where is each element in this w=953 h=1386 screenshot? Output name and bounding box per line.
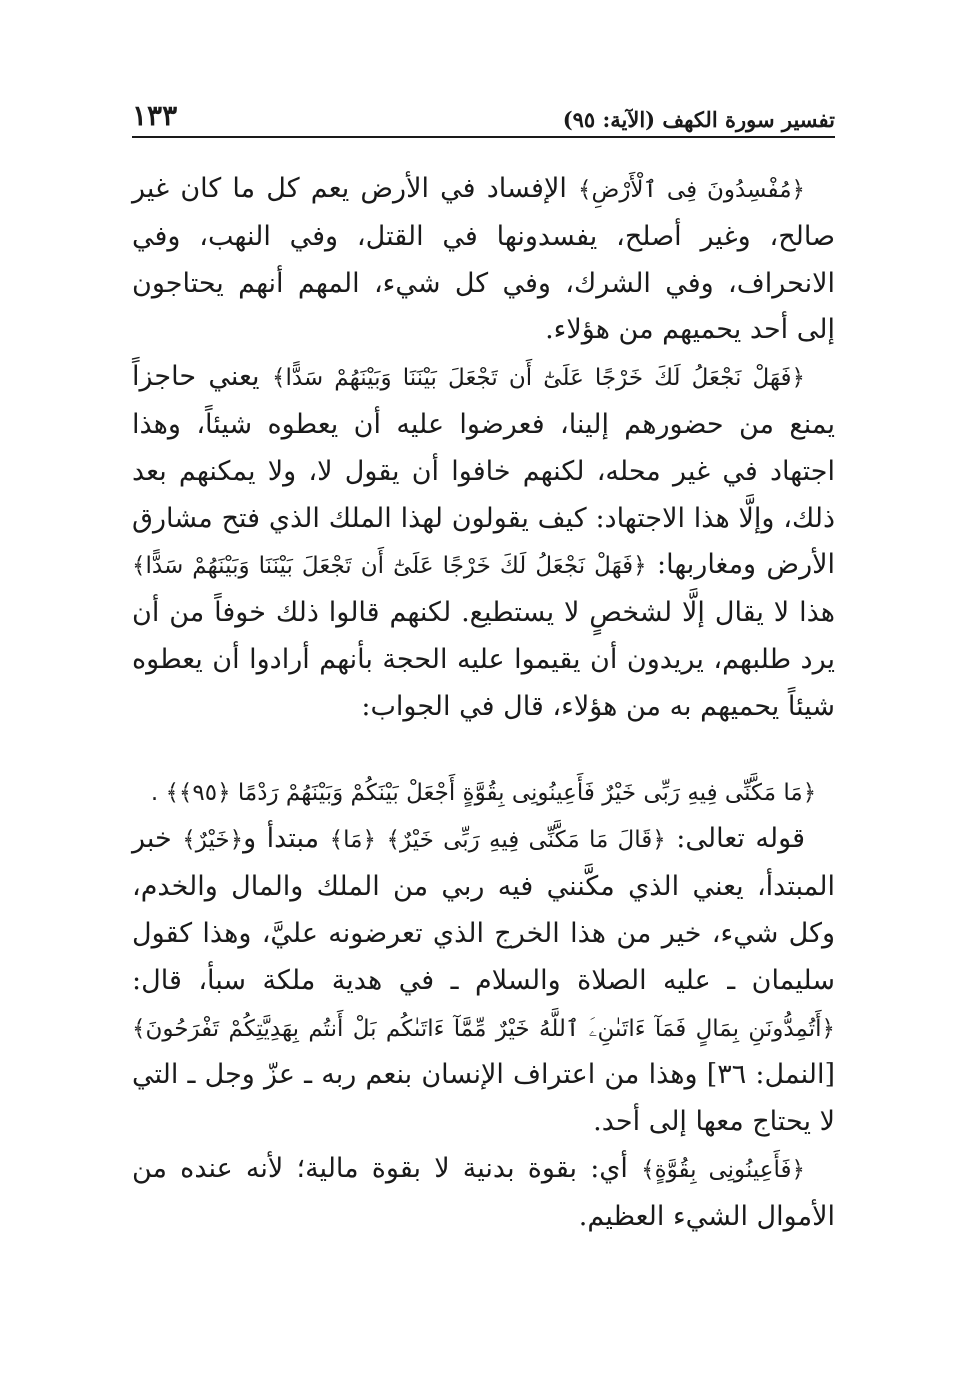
paragraph-text bbox=[376, 823, 387, 854]
page-number: ١٣٣ bbox=[132, 99, 178, 132]
paragraph-text: أي: بقوة بدنية لا بقوة مالية؛ لأنه عنده من الأموال الشيء العظيم. bbox=[132, 1152, 835, 1232]
quran-quote: ﴿قَالَ مَا مَكَّنِّى فِيهِ رَبِّى خَيْرٌ﴾ bbox=[386, 827, 666, 854]
paragraph-text: [النمل: ٣٦] وهذا من اعتراف الإنسان بنعم ربه ـ عزّ وجل ـ التي لا يحتاج معها إلى أحد. bbox=[132, 1059, 835, 1138]
quran-quote: ﴿فَأَعِينُونِى بِقُوَّةٍ﴾ bbox=[641, 1156, 805, 1183]
quran-quote: ﴿فَهَلْ نَجْعَلُ لَكَ خَرْجًا عَلَىٰٓ أَن تَجْعَلَ بَيْنَنَا وَبَيْنَهُمْ سَدًّا﴾ bbox=[132, 553, 647, 580]
paragraph-4 bbox=[132, 1146, 835, 1241]
paragraph-text: هذا لا يقال إلَّا لشخصٍ لا يستطيع. لكنهم قالوا ذلك خوفاً من أن يرد طلبهم، يريدون أن يقيموا عليه الحجة بأنهم أرادوا أن يعطوه شيئاً يحميهم به من هؤلاء، قال في الجواب: bbox=[132, 597, 835, 722]
quran-quote: ﴿مَا﴾ bbox=[329, 827, 376, 854]
running-title: تفسير سورة الكهف (الآية: ٩٥) bbox=[562, 107, 835, 132]
quran-quote: ﴿فَهَلْ نَجْعَلُ لَكَ خَرْجًا عَلَىٰٓ أَن تَجْعَلَ بَيْنَنَا وَبَيْنَهُمْ سَدًّا﴾ bbox=[271, 365, 805, 392]
paragraph-3 bbox=[132, 816, 835, 1146]
quran-quote: ﴿مُفْسِدُونَ فِى ٱلْأَرْضِ﴾ bbox=[578, 177, 805, 203]
paragraph-text: خبر المبتدأ، يعني الذي مكَّنني فيه ربي من الملك والمال والخدم، وكل شيء، خير من هذا الخرج الذي تعرضونه عليَّ، وهذا كقول سليمان ـ عليه الصلاة والسلام ـ في هدية ملكة سبأ، قال: bbox=[132, 823, 835, 996]
quran-quote: ﴿أَتُمِدُّونَنِ بِمَالٍ فَمَآ ءَاتَىٰنِۦَ ٱللَّهُ خَيْرٌ مِّمَّآ ءَاتَىٰكُم بَلْ أَنتُم بِهَدِيَّتِكُمْ تَفْرَحُونَ﴾ bbox=[132, 1015, 835, 1042]
paragraph-text: يعني حاجزاً يمنع من حضورهم إلينا، فعرضوا عليه أن يعطوه شيئاً، وهذا اجتهاد في غير محله، لكنهم خافوا أن يقول لا، ولا يمكنهم بعد ذلك، وإلَّا هذا الاجتهاد: كيف يقولون لهذا الملك الذي فتح مشارق الأرض ومغاربها: bbox=[132, 361, 836, 581]
paragraph-text: قوله تعالى: bbox=[665, 823, 805, 855]
paragraph-2 bbox=[132, 354, 835, 730]
quran-verse: ﴿مَا مَكَّنِّى فِيهِ رَبِّى خَيْرٌ فَأَعِينُونِى بِقُوَّةٍ أَجْعَلْ بَيْنَكُمْ وَبَيْنَهُمْ رَدْمًا ﴿٩٥﴾﴾ . bbox=[150, 779, 817, 806]
paragraph-1 bbox=[132, 166, 835, 354]
ayah-block bbox=[132, 769, 835, 817]
quran-quote: ﴿خَيْرٌ﴾ bbox=[182, 827, 244, 854]
header-rule bbox=[132, 136, 835, 138]
page-header bbox=[132, 96, 835, 132]
page-body bbox=[132, 166, 835, 1241]
paragraph-text: مبتدأ و bbox=[243, 823, 330, 855]
paragraph-text: الإفساد في الأرض يعم كل ما كان غير صالح، وغير أصلح، يفسدونها في القتل، وفي النهب، وفي الانحراف، وفي الشرك، وفي كل شيء، المهم أنهم يحتاجون إلى أحد يحميهم من هؤلاء. bbox=[132, 173, 835, 346]
